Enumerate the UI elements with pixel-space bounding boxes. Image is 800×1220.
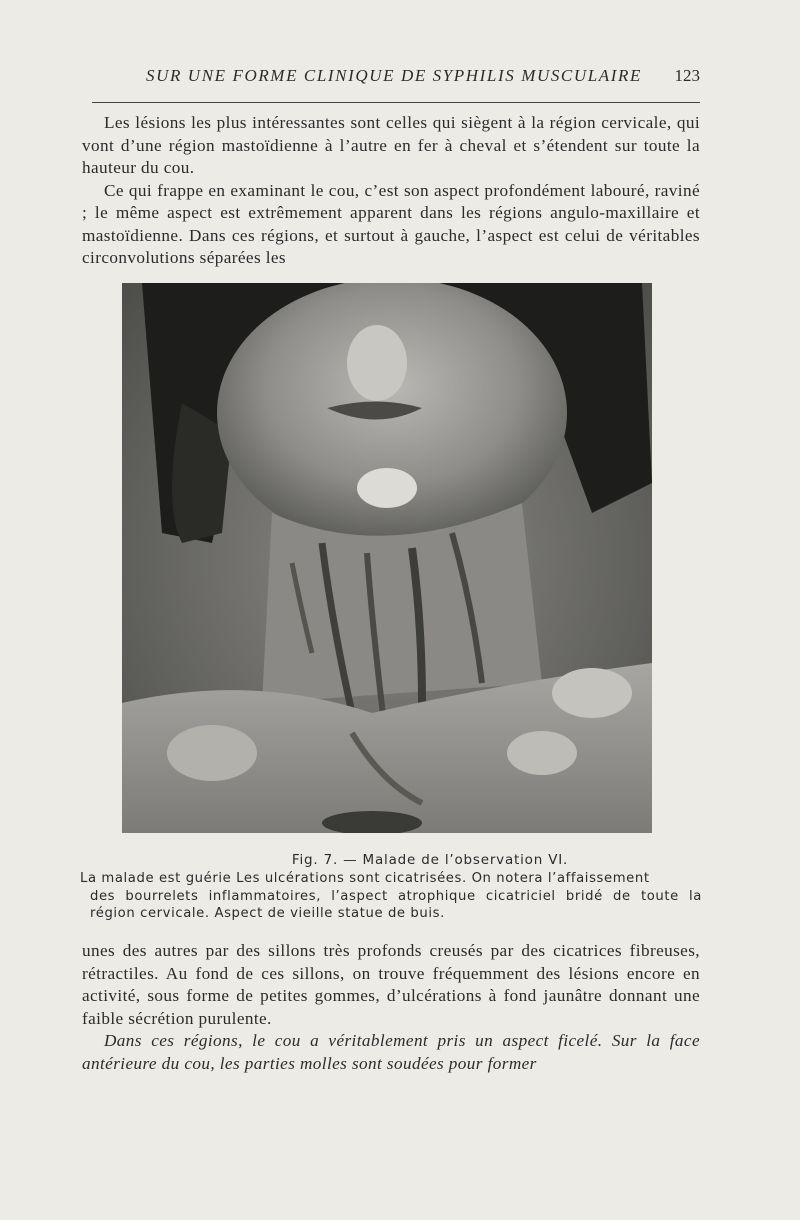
caption-continuation: des bourrelets inflammatoires, l’aspect atrophique cicatriciel bridé de toute la région cervicale. Aspect de vieille statue de buis.	[90, 888, 702, 921]
body-text-bottom	[82, 940, 700, 1075]
paragraph-italic: Dans ces régions, le cou a véritablement pris un aspect ficelé. Sur la face antérieure du cou, les parties molles sont soudées pour former	[82, 1031, 700, 1073]
running-head	[92, 62, 700, 103]
page-number: 123	[674, 66, 700, 85]
figure-caption-body	[80, 870, 702, 923]
paragraph: Les lésions les plus intéressantes sont celles qui siègent à la région cervicale, qui vont d’une région mastoïdienne à l’autre en fer à cheval et s’étendent sur toute la hauteur du cou.	[82, 113, 700, 177]
figure-caption-title: Fig. 7. — Malade de l’observation VI.	[291, 852, 569, 868]
running-title: SUR UNE FORME CLINIQUE DE SYPHILIS MUSCULAIRE	[146, 66, 643, 85]
body-text-top	[82, 112, 700, 270]
caption-line: La malade est guérie Les ulcérations sont cicatrisées. On notera l’affaissement	[80, 871, 650, 886]
patient-photograph	[122, 283, 652, 833]
paragraph: Ce qui frappe en examinant le cou, c’est son aspect profondément labouré, raviné ; le même aspect est extrêmement apparent dans les régions angulo-maxillaire et mastoïdienne. Dans ces régions, et surtout à gauche, l’aspect est celui de véritables circonvolutions séparées les	[82, 180, 700, 267]
paragraph: unes des autres par des sillons très profonds creusés par des cicatrices fibreuses, rétractiles. Au fond de ces sillons, on trouve fréquemment des lésions encore en activité, sous forme de petites gommes, d’ulcérations à fond jaunâtre donnant une faible sécrétion purulente.	[82, 941, 700, 1028]
